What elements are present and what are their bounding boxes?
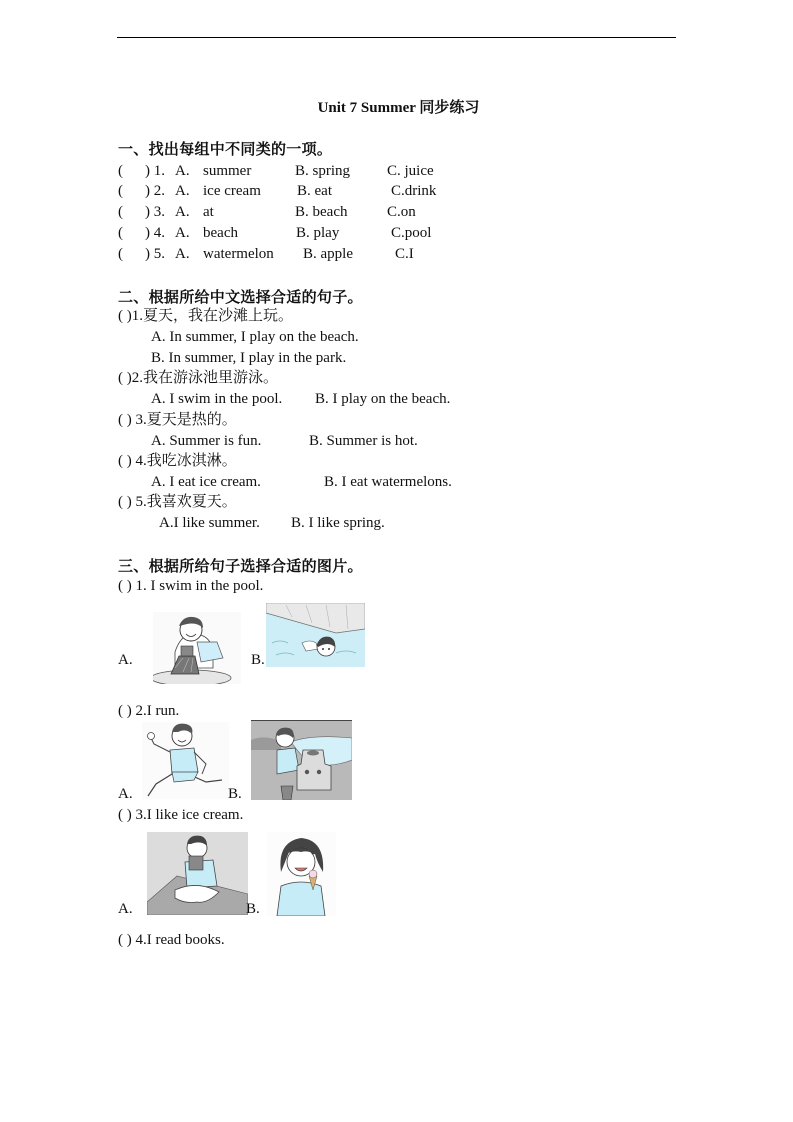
answer-blank[interactable]: ( bbox=[118, 204, 123, 220]
boy-running-image[interactable] bbox=[142, 722, 229, 799]
option-a-label: A. bbox=[118, 901, 133, 917]
option-b: B. Summer is hot. bbox=[309, 433, 418, 449]
picture-question-1: ( ) 1. I swim in the pool. bbox=[118, 578, 264, 594]
picture-question-4: ( ) 4.I read books. bbox=[118, 932, 225, 948]
option-a: A. I swim in the pool. bbox=[151, 391, 283, 407]
answer-blank[interactable]: ( bbox=[118, 225, 123, 241]
question-5: ( ) 5.我喜欢夏天。 bbox=[118, 494, 237, 510]
option-a: ice cream bbox=[203, 183, 261, 199]
option-a: beach bbox=[203, 225, 238, 241]
item-number: ) 5. bbox=[145, 246, 165, 262]
option-a-label: A. bbox=[118, 652, 133, 668]
option-a-label: A. bbox=[175, 204, 190, 220]
option-a-label: A. bbox=[175, 246, 190, 262]
option-a-label: A. bbox=[175, 183, 190, 199]
boy-sandcastle-image[interactable] bbox=[251, 720, 352, 800]
option-b-label: B. bbox=[246, 901, 260, 917]
option-a: at bbox=[203, 204, 214, 220]
picture-question-3: ( ) 3.I like ice cream. bbox=[118, 807, 244, 823]
option-b-label: B. bbox=[251, 652, 265, 668]
answer-blank[interactable]: ( bbox=[118, 163, 123, 179]
item-number: ) 1. bbox=[145, 163, 165, 179]
girl-ice-cream-image[interactable] bbox=[267, 832, 336, 916]
option-a: watermelon bbox=[203, 246, 274, 262]
boy-eating-picnic-image[interactable] bbox=[147, 832, 248, 915]
section3-heading: 三、根据所给句子选择合适的图片。 bbox=[118, 557, 363, 575]
option-b: B. I like spring. bbox=[291, 515, 385, 531]
section2-heading: 二、根据所给中文选择合适的句子。 bbox=[118, 288, 363, 306]
option-b: B. play bbox=[296, 225, 340, 241]
option-c: C.I bbox=[395, 246, 414, 262]
option-b: B. In summer, I play in the park. bbox=[151, 350, 347, 366]
option-a: A. I eat ice cream. bbox=[151, 474, 261, 490]
option-b-label: B. bbox=[228, 786, 242, 802]
boy-eating-cake-image[interactable] bbox=[153, 612, 241, 684]
section1-heading: 一、找出每组中不同类的一项。 bbox=[118, 140, 333, 158]
option-b: B. spring bbox=[295, 163, 351, 179]
option-a-label: A. bbox=[175, 225, 190, 241]
option-c: C.on bbox=[387, 204, 416, 220]
header-rule bbox=[117, 37, 676, 38]
option-a: A.I like summer. bbox=[159, 515, 260, 531]
item-number: ) 2. bbox=[145, 183, 165, 199]
option-b: B. I eat watermelons. bbox=[324, 474, 452, 490]
option-b: B. I play on the beach. bbox=[315, 391, 451, 407]
answer-blank[interactable]: ( bbox=[118, 183, 123, 199]
option-c: C. juice bbox=[387, 163, 434, 179]
question-1: ( )1.夏天，我在沙滩上玩。 bbox=[118, 308, 293, 324]
option-b: B. beach bbox=[295, 204, 348, 220]
option-a-label: A. bbox=[118, 786, 133, 802]
option-a-label: A. bbox=[175, 163, 190, 179]
option-a: A. Summer is fun. bbox=[151, 433, 262, 449]
question-3: ( ) 3.夏天是热的。 bbox=[118, 412, 237, 428]
page-title: Unit 7 Summer 同步练习 bbox=[317, 100, 480, 116]
question-4: ( ) 4.我吃冰淇淋。 bbox=[118, 453, 237, 469]
item-number: ) 3. bbox=[145, 204, 165, 220]
option-a: summer bbox=[203, 163, 252, 179]
option-b: B. eat bbox=[297, 183, 332, 199]
option-c: C.drink bbox=[391, 183, 437, 199]
option-a: A. In summer, I play on the beach. bbox=[151, 329, 359, 345]
item-number: ) 4. bbox=[145, 225, 165, 241]
option-c: C.pool bbox=[391, 225, 432, 241]
boy-swimming-image[interactable] bbox=[266, 603, 365, 667]
question-2: ( )2.我在游泳池里游泳。 bbox=[118, 370, 278, 386]
picture-question-2: ( ) 2.I run. bbox=[118, 703, 180, 719]
answer-blank[interactable]: ( bbox=[118, 246, 123, 262]
option-b: B. apple bbox=[303, 246, 353, 262]
